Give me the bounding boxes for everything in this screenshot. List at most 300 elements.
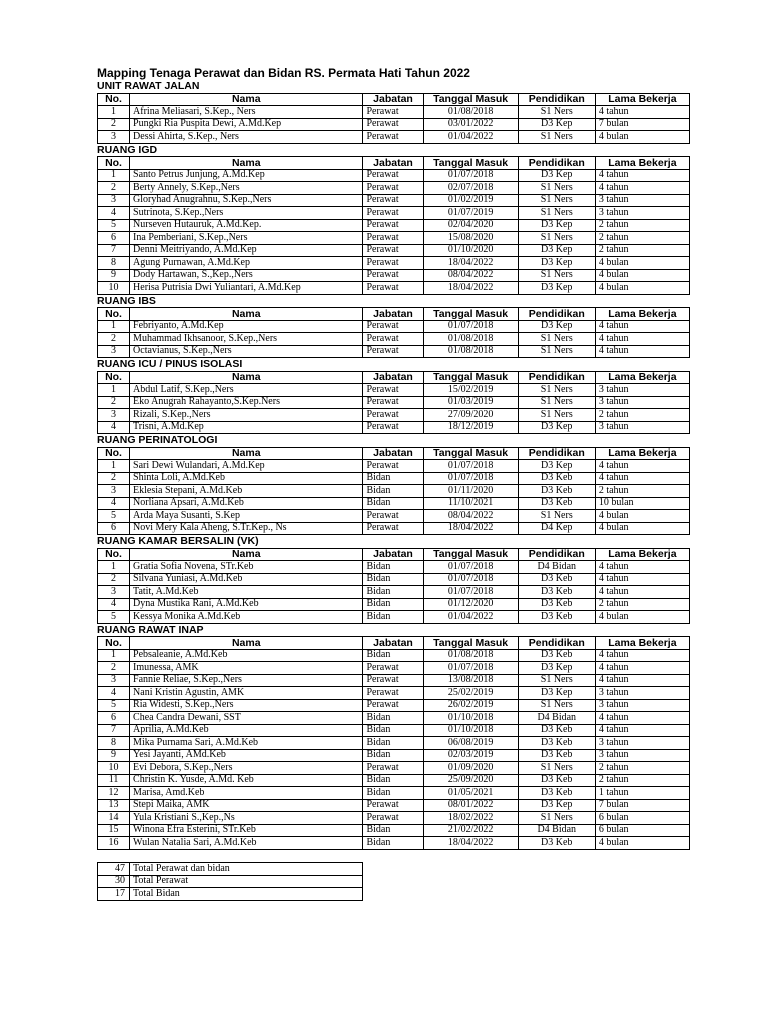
row-education: S1 Ners: [518, 269, 595, 282]
row-number: 11: [98, 774, 130, 787]
row-position: Perawat: [363, 396, 423, 409]
row-name: Marisa, Amd.Keb: [130, 787, 363, 800]
row-tenure: 6 bulan: [595, 812, 689, 825]
table-row: [98, 257, 690, 270]
row-start-date: 18/04/2022: [423, 257, 518, 270]
row-tenure: 4 tahun: [595, 333, 689, 346]
section-title: UNIT RAWAT JALAN: [97, 80, 200, 92]
row-tenure: 3 tahun: [595, 384, 689, 397]
row-education: D3 Keb: [518, 749, 595, 762]
table-header-row: [98, 93, 690, 106]
table-row: [98, 724, 690, 737]
row-name: Yesi Jayanti, AMd.Keb: [130, 749, 363, 762]
row-start-date: 15/02/2019: [423, 384, 518, 397]
row-start-date: 18/02/2022: [423, 812, 518, 825]
row-tenure: 7 bulan: [595, 799, 689, 812]
row-position: Bidan: [363, 787, 423, 800]
row-start-date: 01/10/2018: [423, 724, 518, 737]
row-start-date: 27/09/2020: [423, 409, 518, 422]
column-header: Pendidikan: [518, 447, 595, 460]
row-start-date: 18/04/2022: [423, 837, 518, 850]
row-education: D3 Kep: [518, 460, 595, 473]
row-education: S1 Ners: [518, 207, 595, 220]
row-position: Perawat: [363, 812, 423, 825]
column-header: Nama: [130, 371, 363, 384]
row-education: D4 Bidan: [518, 824, 595, 837]
table-row: [98, 182, 690, 195]
row-start-date: 01/07/2018: [423, 320, 518, 333]
row-education: D3 Keb: [518, 497, 595, 510]
table-row: [98, 662, 690, 675]
row-position: Bidan: [363, 497, 423, 510]
row-tenure: 3 tahun: [595, 421, 689, 434]
row-education: S1 Ners: [518, 674, 595, 687]
row-number: 6: [98, 712, 130, 725]
row-number: 2: [98, 333, 130, 346]
row-name: Nurseven Hutauruk, A.Md.Kep.: [130, 219, 363, 232]
row-start-date: 18/12/2019: [423, 421, 518, 434]
row-start-date: 25/02/2019: [423, 687, 518, 700]
column-header: Pendidikan: [518, 93, 595, 106]
row-number: 4: [98, 207, 130, 220]
row-education: D3 Kep: [518, 799, 595, 812]
row-tenure: 3 tahun: [595, 749, 689, 762]
column-header: Tanggal Masuk: [423, 548, 518, 561]
row-education: D3 Kep: [518, 169, 595, 182]
row-start-date: 01/07/2018: [423, 573, 518, 586]
row-education: S1 Ners: [518, 699, 595, 712]
row-position: Perawat: [363, 333, 423, 346]
row-start-date: 01/07/2018: [423, 460, 518, 473]
row-name: Mika Purnama Sari, A.Md.Keb: [130, 737, 363, 750]
row-number: 5: [98, 510, 130, 523]
column-header: No.: [98, 371, 130, 384]
table-row: [98, 611, 690, 624]
row-position: Perawat: [363, 674, 423, 687]
row-tenure: 4 tahun: [595, 472, 689, 485]
table-row: [98, 118, 690, 131]
row-name: Imunessa, AMK: [130, 662, 363, 675]
row-education: D3 Kep: [518, 320, 595, 333]
row-education: D3 Kep: [518, 282, 595, 295]
row-tenure: 4 tahun: [595, 106, 689, 119]
row-name: Dyna Mustika Rani, A.Md.Keb: [130, 598, 363, 611]
row-tenure: 3 tahun: [595, 194, 689, 207]
row-education: D3 Keb: [518, 485, 595, 498]
table-row: [98, 737, 690, 750]
row-name: Abdul Latif, S.Kep.,Ners: [130, 384, 363, 397]
section-table: [97, 93, 690, 144]
table-row: [98, 687, 690, 700]
table-row: [98, 282, 690, 295]
column-header: Tanggal Masuk: [423, 157, 518, 170]
column-header: Jabatan: [363, 637, 423, 650]
column-header: Lama Bekerja: [595, 548, 689, 561]
row-number: 1: [98, 384, 130, 397]
column-header: Lama Bekerja: [595, 637, 689, 650]
row-start-date: 01/03/2019: [423, 396, 518, 409]
row-name: Octavianus, S.Kep.,Ners: [130, 345, 363, 358]
row-number: 2: [98, 396, 130, 409]
row-position: Perawat: [363, 118, 423, 131]
row-position: Perawat: [363, 244, 423, 257]
row-number: 1: [98, 649, 130, 662]
table-row: [98, 131, 690, 144]
row-position: Perawat: [363, 207, 423, 220]
row-name: Ria Widesti, S.Kep.,Ners: [130, 699, 363, 712]
row-start-date: 01/08/2018: [423, 345, 518, 358]
row-name: Shinta Loli, A.Md.Keb: [130, 472, 363, 485]
table-row: [98, 824, 690, 837]
column-header: Nama: [130, 308, 363, 321]
row-start-date: 02/07/2018: [423, 182, 518, 195]
row-number: 3: [98, 345, 130, 358]
row-tenure: 2 tahun: [595, 219, 689, 232]
row-name: Stepi Maika, AMK: [130, 799, 363, 812]
total-label: Total Bidan: [130, 888, 363, 901]
row-number: 1: [98, 561, 130, 574]
row-number: 12: [98, 787, 130, 800]
row-name: Febriyanto, A.Md.Kep: [130, 320, 363, 333]
row-name: Muhammad Ikhsanoor, S.Kep.,Ners: [130, 333, 363, 346]
row-name: Fannie Reliae, S.Kep.,Ners: [130, 674, 363, 687]
row-position: Perawat: [363, 232, 423, 245]
row-start-date: 06/08/2019: [423, 737, 518, 750]
row-tenure: 2 tahun: [595, 244, 689, 257]
column-header: Jabatan: [363, 93, 423, 106]
row-name: Yula Kristiani S.,Kep.,Ns: [130, 812, 363, 825]
table-row: [98, 219, 690, 232]
row-number: 3: [98, 194, 130, 207]
row-tenure: 2 tahun: [595, 232, 689, 245]
row-position: Bidan: [363, 586, 423, 599]
row-name: Silvana Yuniasi, A.Md.Keb: [130, 573, 363, 586]
row-tenure: 2 tahun: [595, 598, 689, 611]
row-position: Perawat: [363, 460, 423, 473]
section-title: RUANG IBS: [97, 294, 156, 307]
row-education: D3 Keb: [518, 598, 595, 611]
row-tenure: 4 tahun: [595, 712, 689, 725]
row-education: S1 Ners: [518, 194, 595, 207]
column-header: Jabatan: [363, 447, 423, 460]
row-position: Perawat: [363, 320, 423, 333]
table-header-row: [98, 637, 690, 650]
column-header: Jabatan: [363, 157, 423, 170]
row-position: Perawat: [363, 522, 423, 535]
table-row: [98, 774, 690, 787]
row-number: 9: [98, 269, 130, 282]
row-position: Bidan: [363, 485, 423, 498]
row-start-date: 18/04/2022: [423, 282, 518, 295]
row-number: 5: [98, 219, 130, 232]
row-education: D3 Kep: [518, 421, 595, 434]
row-number: 4: [98, 598, 130, 611]
row-tenure: 3 tahun: [595, 687, 689, 700]
row-position: Perawat: [363, 510, 423, 523]
row-name: Gloryhad Anugrahnu, S.Kep.,Ners: [130, 194, 363, 207]
row-education: S1 Ners: [518, 812, 595, 825]
row-education: D3 Kep: [518, 244, 595, 257]
row-position: Perawat: [363, 421, 423, 434]
row-education: D3 Kep: [518, 118, 595, 131]
row-number: 13: [98, 799, 130, 812]
section-table: [97, 307, 690, 358]
row-name: Pebsaleanie, A.Md.Keb: [130, 649, 363, 662]
row-name: Tatit, A.Md.Keb: [130, 586, 363, 599]
row-tenure: 2 tahun: [595, 485, 689, 498]
page-title: Mapping Tenaga Perawat dan Bidan RS. Permata Hati Tahun 2022: [97, 66, 470, 80]
table-row: [98, 269, 690, 282]
row-tenure: 4 tahun: [595, 649, 689, 662]
row-start-date: 01/07/2018: [423, 561, 518, 574]
row-start-date: 01/02/2019: [423, 194, 518, 207]
spacer: [97, 850, 690, 863]
row-start-date: 18/04/2022: [423, 522, 518, 535]
row-number: 14: [98, 812, 130, 825]
row-number: 4: [98, 497, 130, 510]
table-row: [98, 421, 690, 434]
column-header: Lama Bekerja: [595, 447, 689, 460]
row-education: D3 Keb: [518, 472, 595, 485]
row-name: Arda Maya Susanti, S.Kep: [130, 510, 363, 523]
row-number: 2: [98, 472, 130, 485]
row-number: 3: [98, 586, 130, 599]
row-number: 3: [98, 674, 130, 687]
table-row: [98, 799, 690, 812]
row-education: D3 Keb: [518, 837, 595, 850]
row-name: Agung Purnawan, A.Md.Kep: [130, 257, 363, 270]
column-header: Nama: [130, 548, 363, 561]
column-header: Tanggal Masuk: [423, 308, 518, 321]
row-start-date: 01/07/2019: [423, 207, 518, 220]
row-tenure: 4 tahun: [595, 674, 689, 687]
row-position: Perawat: [363, 345, 423, 358]
row-tenure: 3 tahun: [595, 699, 689, 712]
column-header: Lama Bekerja: [595, 371, 689, 384]
row-education: D3 Kep: [518, 257, 595, 270]
row-number: 4: [98, 421, 130, 434]
row-education: S1 Ners: [518, 384, 595, 397]
row-tenure: 4 tahun: [595, 561, 689, 574]
table-row: [98, 561, 690, 574]
row-tenure: 4 tahun: [595, 573, 689, 586]
row-tenure: 1 tahun: [595, 787, 689, 800]
total-label: Total Perawat: [130, 875, 363, 888]
row-education: S1 Ners: [518, 106, 595, 119]
row-tenure: 10 bulan: [595, 497, 689, 510]
row-tenure: 4 bulan: [595, 282, 689, 295]
row-tenure: 6 bulan: [595, 824, 689, 837]
table-row: [98, 749, 690, 762]
table-header-row: [98, 371, 690, 384]
column-header: No.: [98, 447, 130, 460]
section-table: [97, 636, 690, 850]
table-row: [98, 460, 690, 473]
row-position: Perawat: [363, 799, 423, 812]
row-tenure: 2 tahun: [595, 774, 689, 787]
totals-table: [97, 862, 363, 901]
row-position: Perawat: [363, 762, 423, 775]
column-header: No.: [98, 157, 130, 170]
table-row: [98, 320, 690, 333]
row-number: 7: [98, 724, 130, 737]
row-education: D3 Keb: [518, 787, 595, 800]
row-position: Bidan: [363, 598, 423, 611]
row-start-date: 01/04/2022: [423, 131, 518, 144]
row-education: D3 Keb: [518, 724, 595, 737]
row-education: D3 Keb: [518, 611, 595, 624]
row-number: 6: [98, 522, 130, 535]
row-start-date: 01/08/2018: [423, 333, 518, 346]
row-number: 8: [98, 737, 130, 750]
row-education: S1 Ners: [518, 409, 595, 422]
row-tenure: 4 tahun: [595, 169, 689, 182]
row-number: 2: [98, 118, 130, 131]
row-name: Dessi Ahirta, S.Kep., Ners: [130, 131, 363, 144]
total-count: 17: [98, 888, 130, 901]
table-row: [98, 409, 690, 422]
row-number: 1: [98, 106, 130, 119]
table-row: [98, 649, 690, 662]
column-header: Jabatan: [363, 308, 423, 321]
row-name: Pungki Ria Puspita Dewi, A.Md.Kep: [130, 118, 363, 131]
row-tenure: 4 bulan: [595, 522, 689, 535]
column-header: Pendidikan: [518, 548, 595, 561]
table-row: [98, 573, 690, 586]
row-name: Sutrinota, S.Kep.,Ners: [130, 207, 363, 220]
table-header-row: [98, 157, 690, 170]
table-row: [98, 472, 690, 485]
row-position: Perawat: [363, 257, 423, 270]
row-start-date: 08/01/2022: [423, 799, 518, 812]
row-tenure: 4 tahun: [595, 320, 689, 333]
row-number: 1: [98, 320, 130, 333]
row-start-date: 15/08/2020: [423, 232, 518, 245]
section-title: RUANG KAMAR BERSALIN (VK): [97, 535, 259, 547]
column-header: Tanggal Masuk: [423, 447, 518, 460]
row-education: D3 Kep: [518, 219, 595, 232]
row-number: 4: [98, 687, 130, 700]
row-education: S1 Ners: [518, 345, 595, 358]
row-education: D3 Keb: [518, 737, 595, 750]
table-row: [98, 207, 690, 220]
row-start-date: 21/02/2022: [423, 824, 518, 837]
row-tenure: 4 tahun: [595, 724, 689, 737]
row-number: 5: [98, 699, 130, 712]
row-number: 10: [98, 762, 130, 775]
row-position: Bidan: [363, 774, 423, 787]
row-name: Nani Kristin Agustin, AMK: [130, 687, 363, 700]
table-row: [98, 586, 690, 599]
row-name: Denni Meitriyando, A.Md.Kep: [130, 244, 363, 257]
section-table: [97, 156, 690, 295]
row-education: D3 Keb: [518, 573, 595, 586]
section-table: [97, 548, 690, 624]
row-education: D4 Bidan: [518, 712, 595, 725]
row-start-date: 01/10/2020: [423, 244, 518, 257]
table-header-row: [98, 447, 690, 460]
column-header: Pendidikan: [518, 157, 595, 170]
column-header: Pendidikan: [518, 371, 595, 384]
row-name: Sari Dewi Wulandari, A.Md.Kep: [130, 460, 363, 473]
row-start-date: 01/09/2020: [423, 762, 518, 775]
section-title: RUANG ICU / PINUS ISOLASI: [97, 358, 243, 370]
row-position: Perawat: [363, 182, 423, 195]
row-number: 2: [98, 662, 130, 675]
row-name: Novi Mery Kala Aheng, S.Tr.Kep., Ns: [130, 522, 363, 535]
row-start-date: 25/09/2020: [423, 774, 518, 787]
row-number: 6: [98, 232, 130, 245]
table-row: [98, 485, 690, 498]
row-position: Bidan: [363, 712, 423, 725]
row-position: Perawat: [363, 131, 423, 144]
row-tenure: 4 bulan: [595, 257, 689, 270]
row-education: S1 Ners: [518, 131, 595, 144]
row-name: Norliana Apsari, A.Md.Keb: [130, 497, 363, 510]
table-row: [98, 674, 690, 687]
row-name: Dody Hartawan, S.,Kep.,Ners: [130, 269, 363, 282]
row-education: D3 Keb: [518, 586, 595, 599]
row-position: Perawat: [363, 169, 423, 182]
table-row: [98, 510, 690, 523]
row-start-date: 26/02/2019: [423, 699, 518, 712]
row-position: Perawat: [363, 194, 423, 207]
row-education: D3 Keb: [518, 774, 595, 787]
table-row: [98, 837, 690, 850]
row-position: Perawat: [363, 699, 423, 712]
row-name: Herisa Putrisia Dwi Yuliantari, A.Md.Kep: [130, 282, 363, 295]
row-start-date: 01/07/2018: [423, 662, 518, 675]
section-table: [97, 371, 690, 435]
row-position: Bidan: [363, 749, 423, 762]
row-education: S1 Ners: [518, 232, 595, 245]
row-position: Perawat: [363, 662, 423, 675]
row-tenure: 3 tahun: [595, 207, 689, 220]
row-start-date: 01/11/2020: [423, 485, 518, 498]
row-start-date: 01/05/2021: [423, 787, 518, 800]
spreadsheet: [97, 66, 690, 901]
column-header: Pendidikan: [518, 308, 595, 321]
row-name: Chea Candra Dewani, SST: [130, 712, 363, 725]
table-row: [98, 787, 690, 800]
row-position: Bidan: [363, 611, 423, 624]
row-number: 10: [98, 282, 130, 295]
row-education: D3 Kep: [518, 662, 595, 675]
row-start-date: 01/08/2018: [423, 649, 518, 662]
row-position: Bidan: [363, 837, 423, 850]
row-tenure: 4 bulan: [595, 611, 689, 624]
row-tenure: 4 bulan: [595, 837, 689, 850]
row-education: S1 Ners: [518, 396, 595, 409]
section-title: RUANG IGD: [97, 143, 158, 156]
row-start-date: 02/03/2019: [423, 749, 518, 762]
table-row: [98, 232, 690, 245]
row-number: 3: [98, 485, 130, 498]
row-name: Berty Annely, S.Kep.,Ners: [130, 182, 363, 195]
table-header-row: [98, 548, 690, 561]
sections-container: [97, 80, 690, 850]
table-row: [98, 384, 690, 397]
totals-row: [98, 888, 363, 901]
section-title: RUANG PERINATOLOGI: [97, 434, 218, 446]
column-header: No.: [98, 548, 130, 561]
table-row: [98, 497, 690, 510]
row-education: S1 Ners: [518, 182, 595, 195]
column-header: Tanggal Masuk: [423, 371, 518, 384]
row-tenure: 2 tahun: [595, 762, 689, 775]
row-position: Bidan: [363, 561, 423, 574]
row-name: Evi Debora, S.Kep.,Ners: [130, 762, 363, 775]
